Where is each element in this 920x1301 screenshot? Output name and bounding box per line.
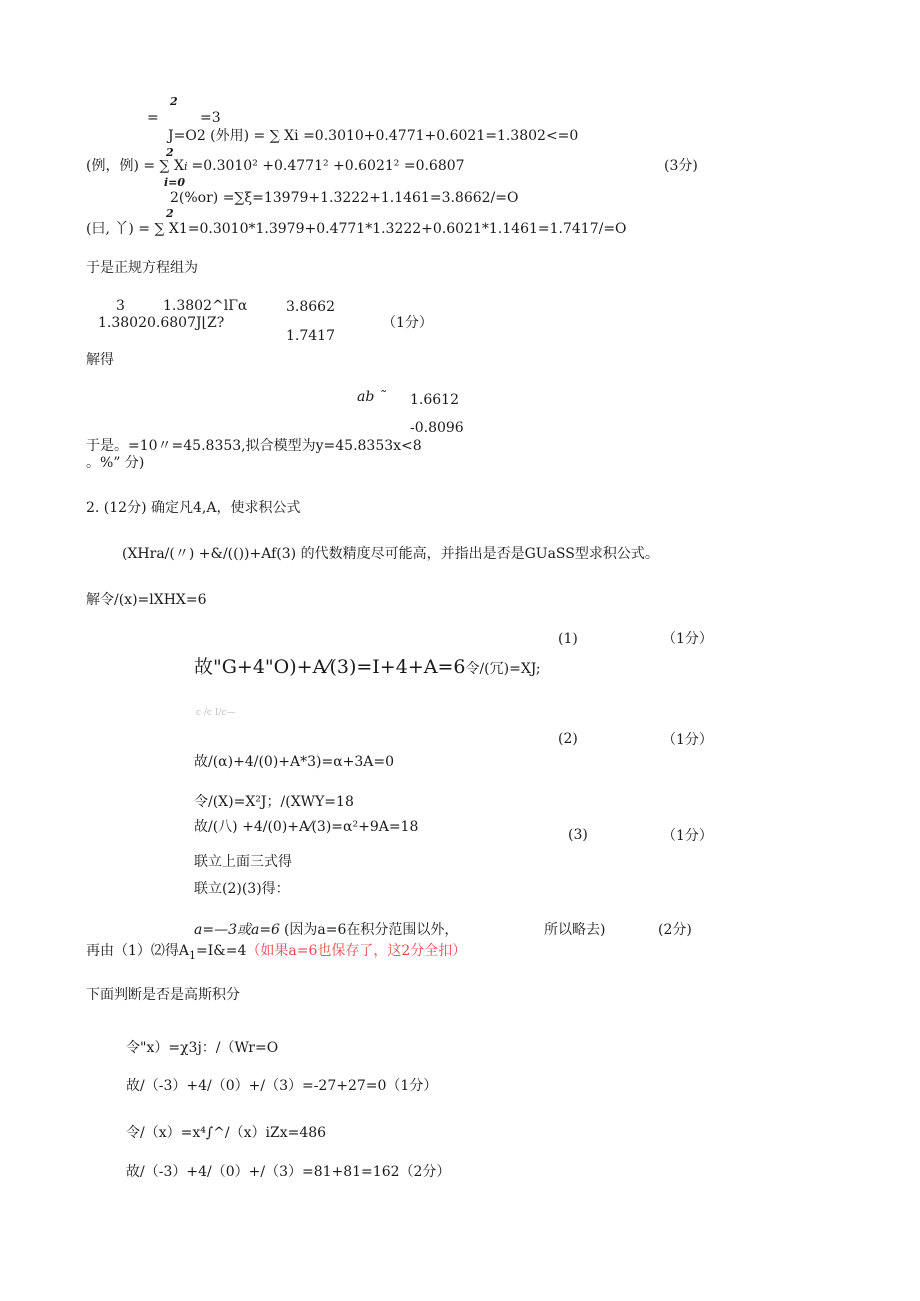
solve-step-1: 解令/(x)=lXHX=6 — [86, 592, 207, 608]
normal-equations-intro: 于是正规方程组为 — [86, 260, 198, 276]
result-line: a=—3或a=6 (因为a=6在积分范围以外， — [194, 922, 459, 938]
gauss-check-2: 故/（-3）+4/（0）+/（3）=-27+27=0（1分） — [126, 1078, 438, 1094]
matrix-a11: 3 — [116, 298, 125, 314]
gauss-check-1: 令"x）=χ3j：/（Wr=O — [126, 1040, 279, 1056]
equation-1: 故"G+4"O)+A⁄(3)=I+4+A=6令/(冗)=XJ; — [194, 656, 541, 678]
index-2-c: 2 — [166, 207, 174, 220]
solution-2: -0.8096 — [410, 420, 464, 436]
solve-label: 解得 — [86, 352, 114, 368]
eq-a-right: =3 — [200, 110, 221, 126]
index-i0: i=0 — [164, 176, 186, 189]
matrix-row2: 1.38020.6807J⌊Z? — [98, 315, 225, 331]
rhs-2: 1.7417 — [286, 328, 335, 344]
score-1-matrix: （1分） — [382, 315, 433, 331]
quadrature-formula: (XHra/(〃) +&/(())+Af(3) 的代数精度尽可能高，并指出是否是GUaSS型求积公式。 — [122, 546, 659, 562]
matrix-a12: 1.3802^lΓα — [163, 298, 248, 314]
score-3: (3分) — [664, 158, 698, 174]
coefficient-line: 再由（1）⑵得$A_1=I\&=4$（如果a=6也保存了，这2分全扣） — [86, 943, 467, 962]
score-step-3: （1分） — [662, 828, 713, 844]
equation-3a: 令/(X)=X²J；/(XWY=18 — [194, 794, 354, 810]
problem-2-heading: 2. (12分) 确定凡4,A，使求积公式 — [86, 500, 301, 516]
index-2-top: 2 — [170, 95, 178, 108]
eq-sum-xy: (曰, 丫) = ∑ X1=0.3010*1.3979+0.4771*1.3222+0.6021*1.1461=1.7417/=O — [86, 221, 627, 237]
result-tail: 所以略去) — [544, 922, 606, 938]
eq-sum-x: J=O2 (外用) = ∑ Xi =0.3010+0.4771+0.6021=1.3802<=0 — [168, 128, 579, 144]
score-result: (2分) — [658, 922, 692, 938]
ab-vector: ab ˜ — [357, 389, 386, 405]
combine-line-1: 联立上面三式得 — [194, 854, 292, 870]
faint-mark: c /c I/c— — [196, 708, 236, 718]
gauss-check-4: 故/（-3）+4/（0）+/（3）=81+81=162（2分） — [126, 1164, 451, 1180]
gauss-check-3: 令/（x）=x⁴∫^/（x）iZx=486 — [126, 1125, 327, 1141]
eq-sum-y: 2(%or) =∑ξ=13979+1.3222+1.1461=3.8662/=O — [170, 190, 519, 206]
fit-conclusion-2: 。%” 分) — [86, 455, 145, 471]
gauss-check-heading: 下面判断是否是高斯积分 — [86, 987, 240, 1003]
label-1: (1) — [558, 631, 578, 647]
index-2-b: 2 — [166, 146, 174, 159]
rhs-1: 3.8662 — [286, 299, 335, 315]
eq-sum-x2: (例，例) = ∑ Xi =0.3010² +0.4771² +0.6021² =0.6807 — [86, 158, 465, 174]
combine-line-2: 联立(2)(3)得： — [194, 881, 290, 897]
eq-a-left: = — [147, 110, 159, 126]
label-2: (2) — [558, 731, 578, 747]
solution-1: 1.6612 — [410, 392, 459, 408]
score-step-2: （1分） — [662, 732, 713, 748]
label-3: (3) — [568, 827, 588, 843]
equation-3b: 故/(八) +4/(0)+A⁄(3)=α²+9A=18 — [194, 819, 419, 835]
equation-2: 故/(α)+4/(0)+A*3)=α+3A=0 — [194, 754, 395, 770]
score-step-1: （1分） — [662, 631, 713, 647]
fit-conclusion: 于是。=10〃=45.8353,拟合模型为y=45.8353x<8 — [86, 438, 422, 454]
